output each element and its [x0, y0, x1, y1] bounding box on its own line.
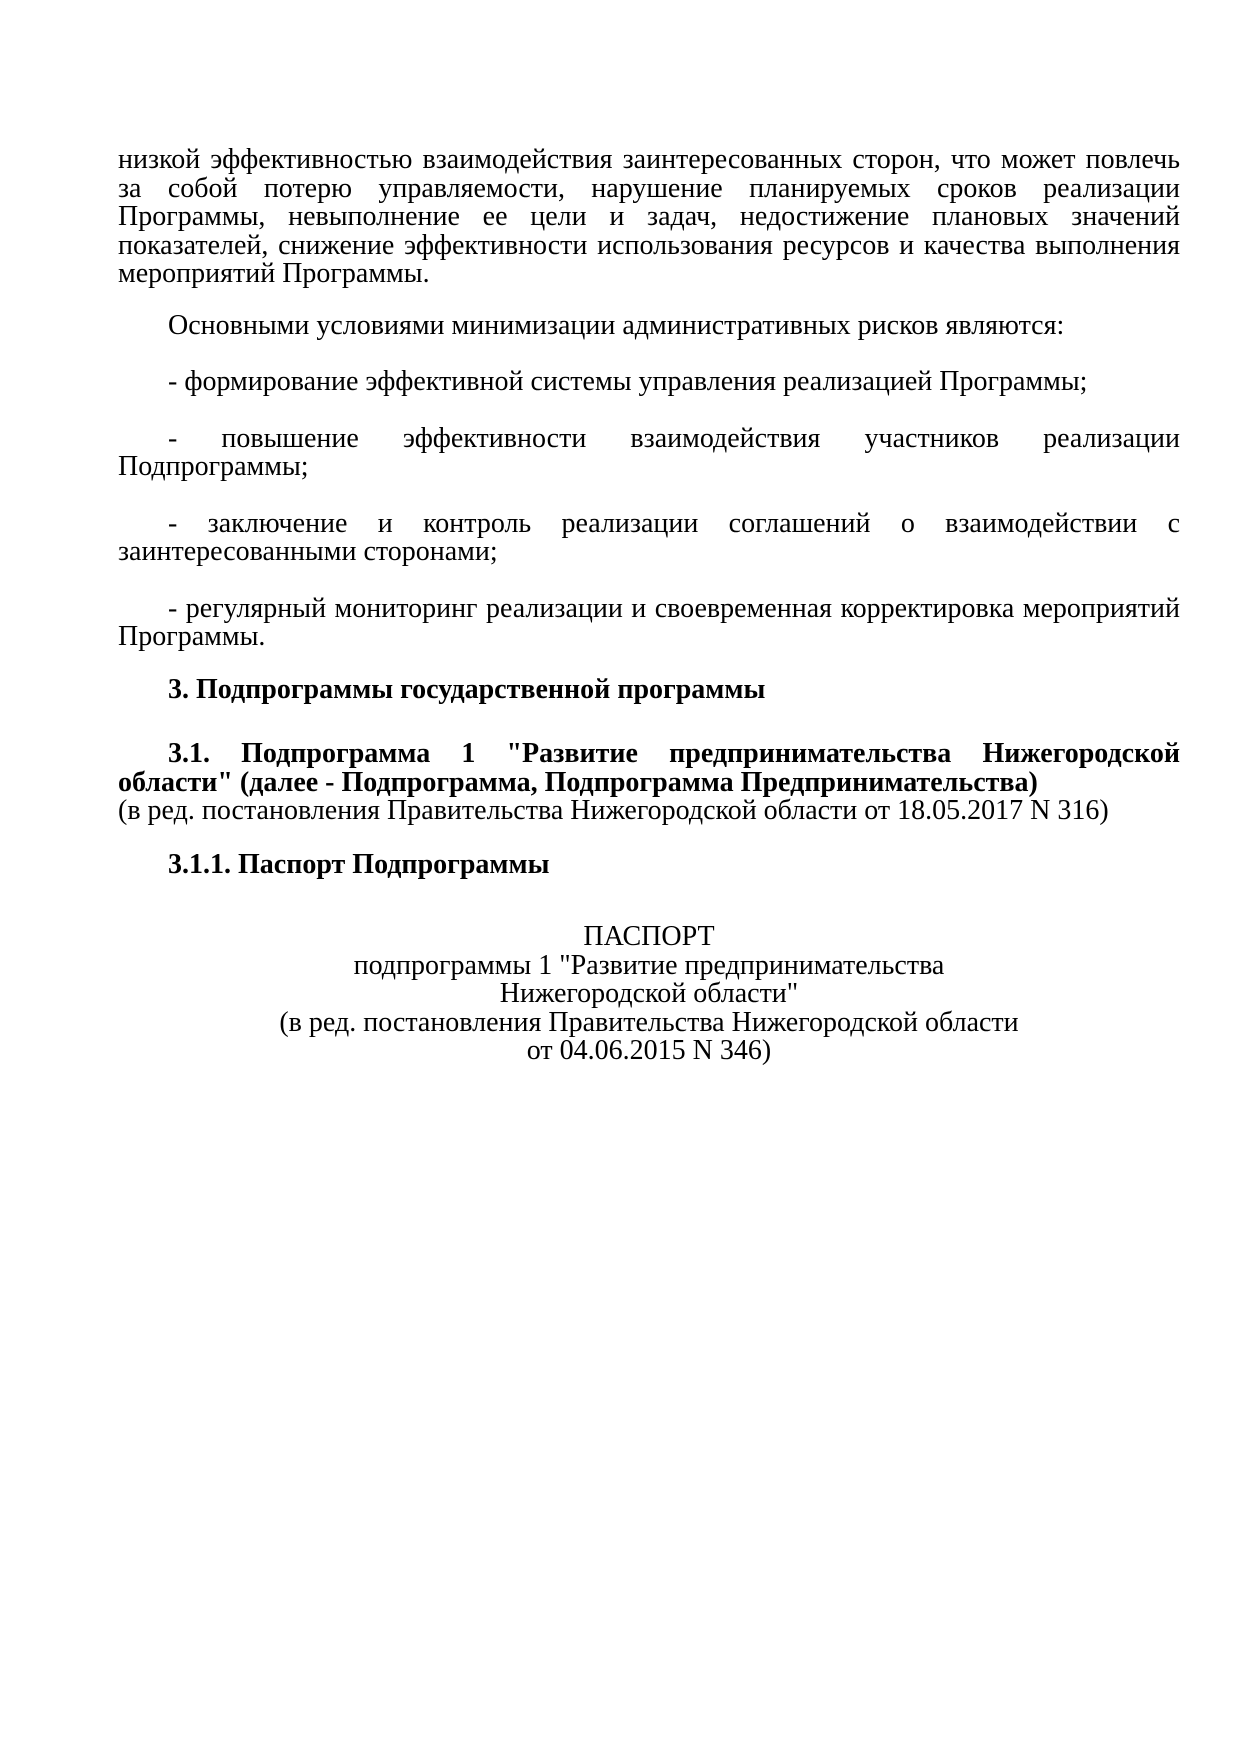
paragraph-conditions-intro: Основными условиями минимизации административных рисков являются:: [168, 309, 1065, 341]
passport-edit-note-line-2: от 04.06.2015 N 346): [526, 1035, 772, 1066]
passport-title-line-3: Нижегородской области": [499, 978, 799, 1009]
list-item-regular-monitoring: - регулярный мониторинг реализации и своевременная корректировка мероприятий Программы.: [118, 592, 1180, 652]
passport-section-heading: 3.1.1. Паспорт Подпрограммы: [168, 848, 550, 880]
passport-title-line-1: ПАСПОРТ: [583, 921, 715, 952]
list-item-agreements-control: - заключение и контроль реализации соглашений о взаимодействии с заинтересованными сторонами;: [118, 507, 1180, 567]
passport-title-line-2: подпрограммы 1 "Развитие предпринимательства: [353, 949, 945, 981]
passport-edit-note-line-1: (в ред. постановления Правительства Нижегородской области: [279, 1006, 1019, 1038]
subsection-edit-note: (в ред. постановления Правительства Нижегородской области от 18.05.2017 N 316): [118, 795, 1109, 826]
list-item-management-system: - формирование эффективной системы управления реализацией Программы;: [168, 366, 1088, 397]
passport-title-block: [118, 923, 1180, 1066]
subsection-heading-subprogram-1: 3.1. Подпрограмма 1 "Развитие предпринимательства Нижегородской области" (далее - Подпрограмма, Подпрограмма Предпринимательства): [118, 738, 1180, 798]
list-item-participants-interaction: - повышение эффективности взаимодействия участников реализации Подпрограммы;: [118, 422, 1180, 482]
paragraph-risk-description: низкой эффективностью взаимодействия заинтересованных сторон, что может повлечь за собой потерю управляемости, нарушение планируемых сроков реализации Программы, невыполнение ее цели и задач, недостижение плановых значений показателей, снижение эффективности использования ресурсов и качества выполнения мероприятий Программы.: [118, 144, 1180, 289]
section-heading-subprograms: 3. Подпрограммы государственной программы: [168, 673, 766, 705]
